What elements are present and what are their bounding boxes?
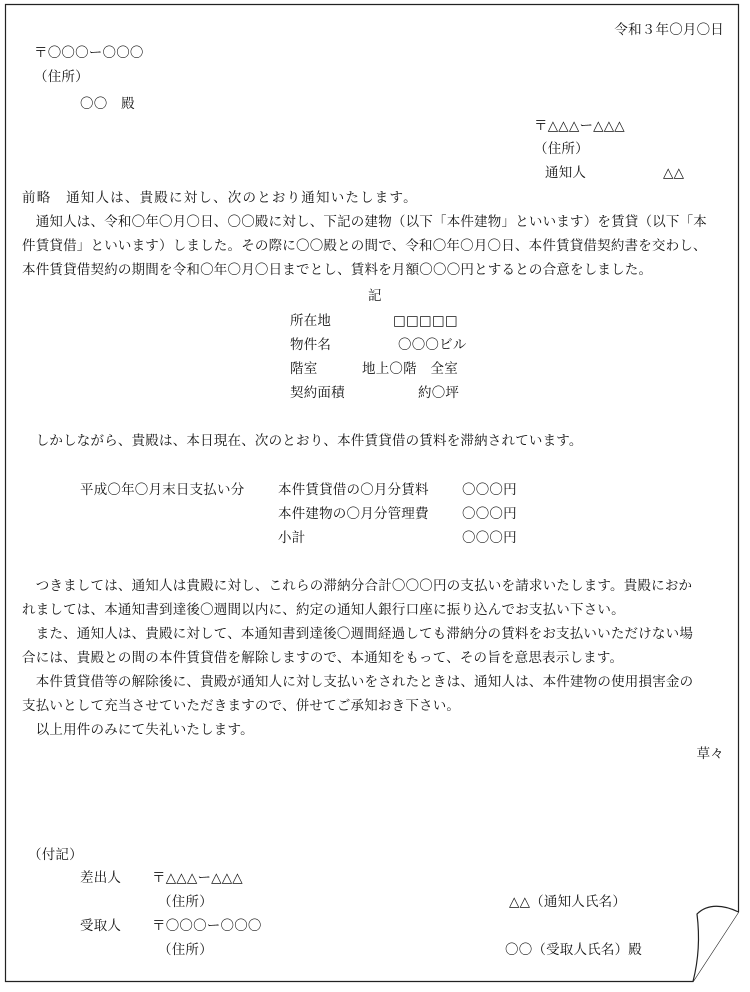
paragraph-line: しかしながら、貴殿は、本日現在、次のとおり、本件賃貸借の賃料を滞納されています。: [22, 433, 583, 449]
sender-label-footnote: 差出人: [80, 870, 122, 886]
arrears-due: 平成〇年〇月末日支払い分: [80, 482, 245, 498]
footnote-title: （付記）: [28, 847, 83, 863]
sender-name-footnote: △△（通知人氏名）: [509, 894, 627, 910]
recipient-name: 〇〇 殿: [80, 96, 135, 112]
paragraph-line: 本件賃貸借等の解除後に、貴殿が通知人に対し支払いをされたときは、通知人は、本件建物の使用損害金の: [22, 674, 694, 690]
paragraph-line: 以上用件のみにて失礼いたします。: [22, 722, 254, 738]
arrears-amount: 〇〇〇円: [462, 530, 517, 546]
property-label: 物件名: [290, 337, 332, 353]
receiver-address: （住所）: [158, 942, 213, 958]
property-value: 〇〇〇ビル: [398, 337, 467, 353]
property-value: 地上〇階 全室: [362, 361, 458, 377]
arrears-amount: 〇〇〇円: [462, 482, 517, 498]
paragraph-line: 通知人は、令和〇年〇月〇日、〇〇殿に対し、下記の建物（以下「本件建物」といいます）を賃貸（以下「本: [22, 214, 707, 230]
paragraph-line: れましては、本通知書到達後〇週間以内に、約定の通知人銀行口座に振り込んでお支払い下さい。: [22, 602, 625, 618]
arrears-item: 本件賃貸借の〇月分賃料: [278, 482, 429, 498]
sender-postal-footnote: 〒△△△ー△△△: [152, 870, 243, 886]
paragraph-line: 支払いとして充当させていただきますので、併せてご承知おき下さい。: [22, 698, 461, 714]
arrears-item: 本件建物の〇月分管理費: [278, 506, 429, 522]
sender-label: 通知人: [545, 165, 587, 181]
paragraph-line: つきましては、通知人は貴殿に対し、これらの滞納分合計〇〇〇円の支払いを請求いたします。貴殿におか: [22, 578, 693, 594]
sender-address: （住所）: [534, 141, 589, 157]
property-label: 所在地: [290, 313, 332, 329]
recipient-address: （住所）: [34, 69, 89, 85]
property-label: 階室: [290, 361, 318, 377]
ki-heading: 記: [368, 288, 382, 304]
date: 令和３年〇月〇日: [614, 22, 724, 38]
arrears-amount: 〇〇〇円: [462, 506, 517, 522]
receiver-postal: 〒〇〇〇ー〇〇〇: [152, 918, 262, 934]
paragraph-line: 本件賃貸借契約の期間を令和〇年〇月〇日までとし、賃料を月額〇〇〇円とするとの合意をしました。: [22, 262, 653, 278]
paragraph-line: また、通知人は、貴殿に対して、本通知書到達後〇週間経過しても滞納分の賃料をお支払いいただけない場: [22, 626, 694, 642]
sender-postal: 〒△△△ー△△△: [534, 118, 625, 134]
property-label: 契約面積: [290, 385, 345, 401]
closing: 草々: [696, 746, 724, 762]
receiver-name: 〇〇（受取人氏名）殿: [505, 942, 642, 958]
opening-line: 前略 通知人は、貴殿に対し、次のとおり通知いたします。: [22, 190, 418, 206]
arrears-item: 小計: [278, 530, 306, 546]
sender-address-footnote: （住所）: [158, 894, 213, 910]
paragraph-line: 合には、貴殿との間の本件賃貸借を解除しますので、本通知をもって、その旨を意思表示します。: [22, 650, 624, 666]
property-value: 約〇坪: [418, 385, 460, 401]
sender-name: △△: [663, 165, 685, 181]
receiver-label: 受取人: [80, 918, 122, 934]
property-value: □□□□□: [393, 313, 458, 329]
recipient-postal: 〒〇〇〇ー〇〇〇: [34, 45, 144, 61]
paragraph-line: 件賃貸借」といいます）しました。その際に〇〇殿との間で、令和〇年〇月〇日、本件賃貸借契約書を交わし、: [22, 238, 707, 254]
page-curl-icon: [693, 906, 739, 981]
